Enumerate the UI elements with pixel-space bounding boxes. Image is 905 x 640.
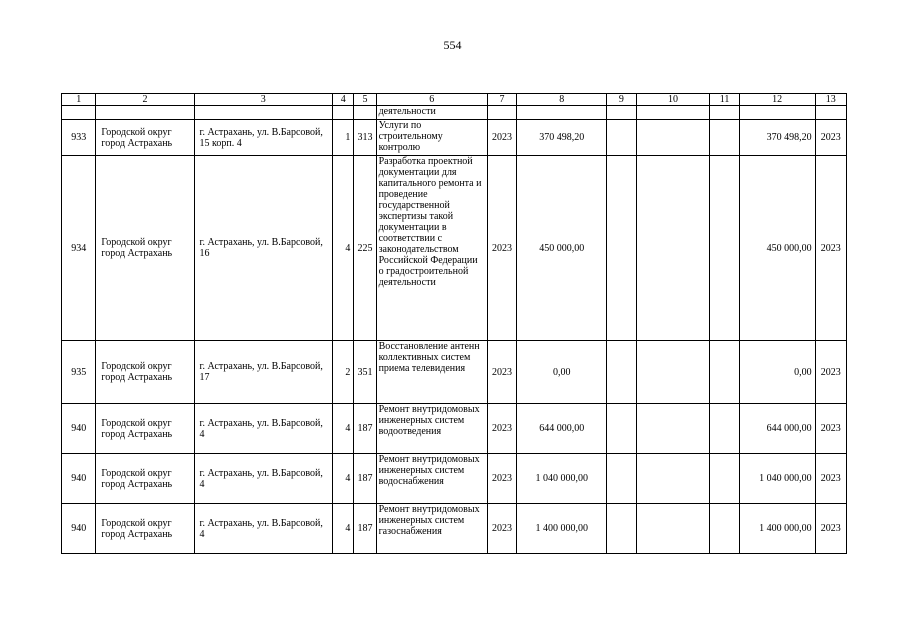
- col5-cell: 187: [354, 404, 376, 454]
- table-cell: [62, 106, 96, 120]
- col4-cell: 1: [333, 120, 354, 156]
- total-cell: 644 000,00: [739, 404, 815, 454]
- description-cell: Услуги по строительному контролю: [376, 120, 487, 156]
- col11-cell: [710, 504, 739, 554]
- year-cell: 2023: [487, 341, 516, 404]
- header-cell: 5: [354, 94, 376, 106]
- header-cell: 8: [517, 94, 607, 106]
- total-cell: 1 040 000,00: [739, 454, 815, 504]
- year-cell: 2023: [487, 120, 516, 156]
- address-cell: г. Астрахань, ул. В.Барсовой, 17: [194, 341, 333, 404]
- end-year-cell: 2023: [815, 504, 846, 554]
- amount-cell: 0,00: [517, 341, 607, 404]
- header-cell: 13: [815, 94, 846, 106]
- table-cell: [487, 106, 516, 120]
- amount-cell: 644 000,00: [517, 404, 607, 454]
- amount-cell: 450 000,00: [517, 156, 607, 341]
- district-cell: Городской округ город Астрахань: [96, 504, 194, 554]
- col9-cell: [607, 341, 636, 404]
- table-cell: [517, 106, 607, 120]
- table-cell: [96, 106, 194, 120]
- col10-cell: [636, 341, 710, 404]
- header-cell: 11: [710, 94, 739, 106]
- col10-cell: [636, 120, 710, 156]
- end-year-cell: 2023: [815, 120, 846, 156]
- header-cell: 6: [376, 94, 487, 106]
- amount-cell: 1 040 000,00: [517, 454, 607, 504]
- description-cell: Ремонт внутридомовых инженерных систем водоснабжения: [376, 454, 487, 504]
- end-year-cell: 2023: [815, 341, 846, 404]
- description-cell: Восстановление антенн коллективных систем приема телевидения: [376, 341, 487, 404]
- row-number-cell: 933: [62, 120, 96, 156]
- address-cell: г. Астрахань, ул. В.Барсовой, 4: [194, 404, 333, 454]
- col9-cell: [607, 120, 636, 156]
- year-cell: 2023: [487, 454, 516, 504]
- col11-cell: [710, 454, 739, 504]
- table-cell: [333, 106, 354, 120]
- col11-cell: [710, 404, 739, 454]
- district-cell: Городской округ город Астрахань: [96, 156, 194, 341]
- col4-cell: 4: [333, 504, 354, 554]
- table-cell: [354, 106, 376, 120]
- total-cell: 1 400 000,00: [739, 504, 815, 554]
- description-cell: Ремонт внутридомовых инженерных систем водоотведения: [376, 404, 487, 454]
- table-row: [62, 341, 847, 404]
- district-cell: Городской округ город Астрахань: [96, 454, 194, 504]
- col5-cell: 351: [354, 341, 376, 404]
- col4-cell: 4: [333, 156, 354, 341]
- row-number-cell: 940: [62, 404, 96, 454]
- amount-cell: 1 400 000,00: [517, 504, 607, 554]
- col4-cell: 2: [333, 341, 354, 404]
- header-cell: 3: [194, 94, 333, 106]
- header-cell: 12: [739, 94, 815, 106]
- end-year-cell: 2023: [815, 404, 846, 454]
- col10-cell: [636, 156, 710, 341]
- table-row: [62, 454, 847, 504]
- col5-cell: 313: [354, 120, 376, 156]
- col9-cell: [607, 156, 636, 341]
- total-cell: 0,00: [739, 341, 815, 404]
- table-row: [62, 504, 847, 554]
- page-number: 554: [443, 38, 462, 52]
- col11-cell: [710, 120, 739, 156]
- year-cell: 2023: [487, 156, 516, 341]
- district-cell: Городской округ город Астрахань: [96, 404, 194, 454]
- end-year-cell: 2023: [815, 156, 846, 341]
- col5-cell: 187: [354, 504, 376, 554]
- header-cell: 7: [487, 94, 516, 106]
- col10-cell: [636, 404, 710, 454]
- amount-cell: 370 498,20: [517, 120, 607, 156]
- table-row: [62, 404, 847, 454]
- year-cell: 2023: [487, 404, 516, 454]
- table-cell: [194, 106, 333, 120]
- header-cell: 1: [62, 94, 96, 106]
- col4-cell: 4: [333, 454, 354, 504]
- row-number-cell: 934: [62, 156, 96, 341]
- header-cell: 4: [333, 94, 354, 106]
- description-cell: Разработка проектной документации для капитального ремонта и проведение государственной экспертизы такой документации в соответствии с законодательством Российской Федерации о градостроительной деятельности: [376, 156, 487, 341]
- col10-cell: [636, 454, 710, 504]
- table-cell: [815, 106, 846, 120]
- row-number-cell: 940: [62, 454, 96, 504]
- header-cell: 9: [607, 94, 636, 106]
- address-cell: г. Астрахань, ул. В.Барсовой, 16: [194, 156, 333, 341]
- continuation-row: [62, 106, 847, 120]
- col10-cell: [636, 504, 710, 554]
- table-cell: [636, 106, 710, 120]
- col9-cell: [607, 504, 636, 554]
- data-table: [61, 93, 847, 554]
- address-cell: г. Астрахань, ул. В.Барсовой, 15 корп. 4: [194, 120, 333, 156]
- col9-cell: [607, 454, 636, 504]
- total-cell: 450 000,00: [739, 156, 815, 341]
- description-cell: деятельности: [376, 106, 487, 120]
- header-cell: 2: [96, 94, 194, 106]
- col11-cell: [710, 341, 739, 404]
- table-cell: [739, 106, 815, 120]
- col4-cell: 4: [333, 404, 354, 454]
- address-cell: г. Астрахань, ул. В.Барсовой, 4: [194, 504, 333, 554]
- row-number-cell: 935: [62, 341, 96, 404]
- address-cell: г. Астрахань, ул. В.Барсовой, 4: [194, 454, 333, 504]
- table-row: [62, 156, 847, 341]
- table-row: [62, 120, 847, 156]
- total-cell: 370 498,20: [739, 120, 815, 156]
- header-row: [62, 94, 847, 106]
- col5-cell: 187: [354, 454, 376, 504]
- row-number-cell: 940: [62, 504, 96, 554]
- header-cell: 10: [636, 94, 710, 106]
- col9-cell: [607, 404, 636, 454]
- district-cell: Городской округ город Астрахань: [96, 120, 194, 156]
- col5-cell: 225: [354, 156, 376, 341]
- table-cell: [710, 106, 739, 120]
- end-year-cell: 2023: [815, 454, 846, 504]
- description-cell: Ремонт внутридомовых инженерных систем газоснабжения: [376, 504, 487, 554]
- year-cell: 2023: [487, 504, 516, 554]
- table-cell: [607, 106, 636, 120]
- col11-cell: [710, 156, 739, 341]
- district-cell: Городской округ город Астрахань: [96, 341, 194, 404]
